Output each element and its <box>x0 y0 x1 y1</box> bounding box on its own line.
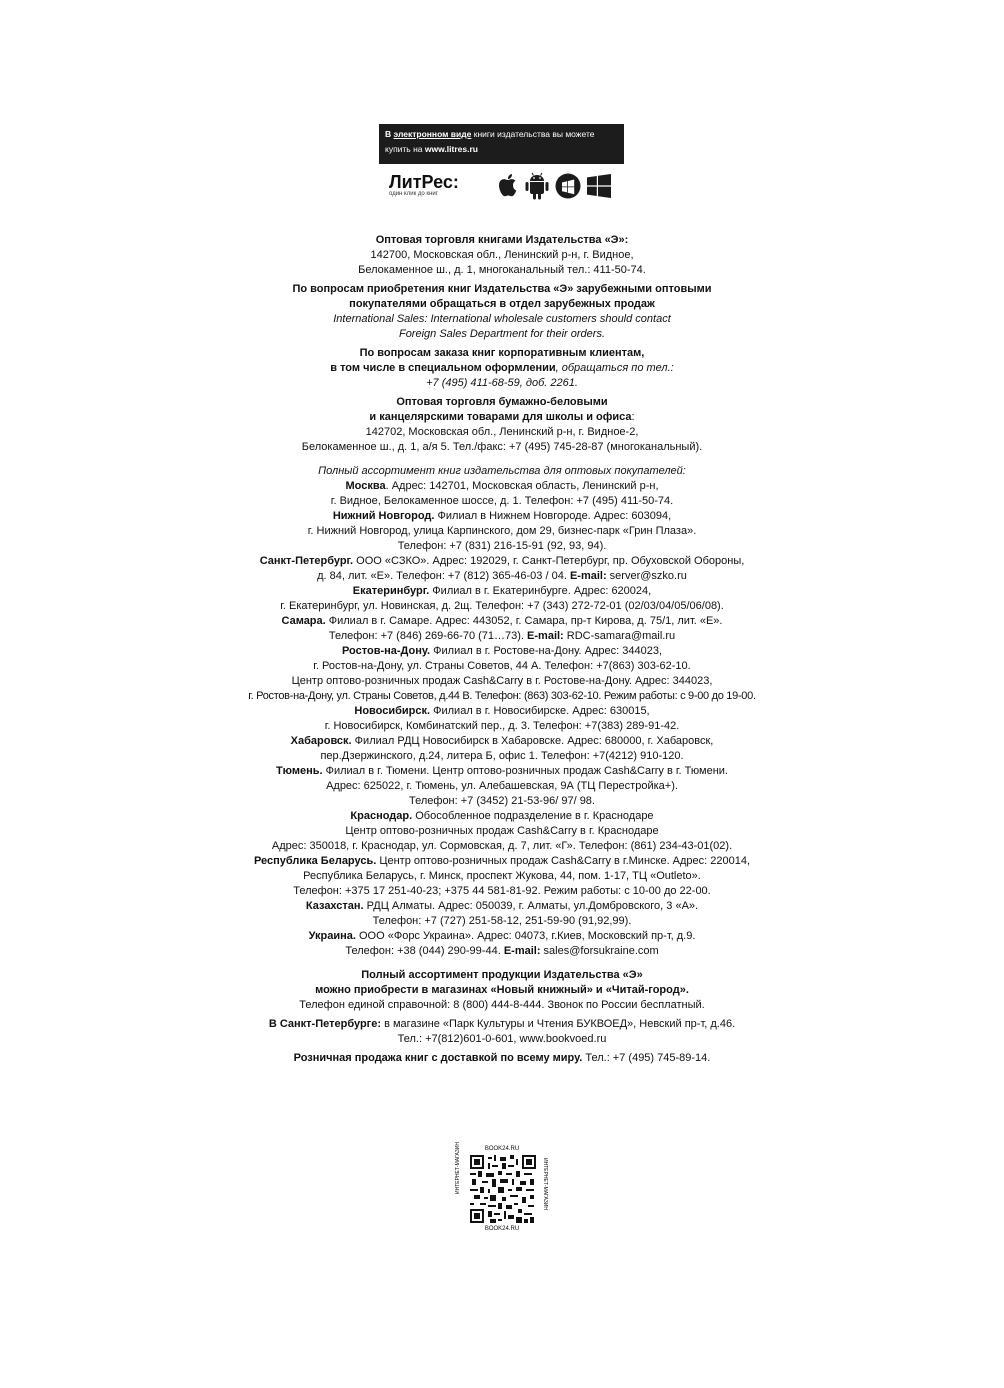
samara-email[interactable]: RDC-samara@mail.ru <box>563 630 676 642</box>
qr-bottom-label: BOOK24.RU <box>484 1226 520 1232</box>
stationery-title-1: Оптовая торговля бумажно-беловыми <box>396 396 608 408</box>
qr-left-label: ИНТЕРНЕТ-МАГАЗИН <box>455 1142 461 1194</box>
contacts-text <box>150 233 854 1066</box>
nn-line-1: Филиал в Нижнем Новгороде. Адрес: 603094, <box>434 510 672 522</box>
banner-prefix: В <box>385 129 394 139</box>
stationery-line-1: 142702, Московская обл., Ленинский р-н, г. Видное-2, <box>365 426 639 438</box>
assortment-intro: Полный ассортимент книг издательства для оптовых покупателей: <box>318 465 686 477</box>
ukraine-name: Украина. <box>308 930 356 942</box>
corporate-title-2-rest: , обращаться по тел.: <box>555 362 674 374</box>
belarus-line-2: Республика Беларусь, г. Минск, проспект Жукова, 44, пом. 1-17, ТЦ «Outleto». <box>303 870 701 882</box>
kazakhstan-line-1: РДЦ Алматы. Адрес: 050039, г. Алматы, ул.Домбровского, 3 «А». <box>363 900 699 912</box>
tyumen-name: Тюмень. <box>276 765 323 777</box>
tyumen-line-3: Телефон: +7 (3452) 21-53-96/ 97/ 98. <box>409 795 595 807</box>
delivery-rest: Тел.: +7 (495) 745-89-14. <box>582 1052 711 1064</box>
retail-title-1: Полный ассортимент продукции Издательства «Э» <box>361 969 643 981</box>
ukraine-email[interactable]: sales@forsukraine.com <box>540 945 659 957</box>
foreign-en-1: International Sales: International wholesale customers should contact <box>333 313 671 325</box>
rostov-name: Ростов-на-Дону. <box>341 645 431 657</box>
krasnodar-name: Краснодар. <box>350 810 413 822</box>
windows-phone-icon <box>555 173 581 199</box>
spb-name: Санкт-Петербург. <box>259 555 354 567</box>
samara-line-1: Филиал в г. Самаре. Адрес: 443052, г. Самара, пр-т Кирова, д. 75/1, лит. «Е». <box>325 615 723 627</box>
banner-site-link[interactable]: www.litres.ru <box>424 144 478 154</box>
moscow-line-1: . Адрес: 142701, Московская область, Ленинский р-н, <box>385 480 659 492</box>
corporate-title-1: По вопросам заказа книг корпоративным клиентам, <box>359 347 645 359</box>
nsk-line-1: Филиал в г. Новосибирске. Адрес: 630015, <box>430 705 650 717</box>
kazakhstan-name: Казахстан. <box>305 900 364 912</box>
nn-name: Нижний Новгород. <box>332 510 435 522</box>
krasnodar-line-3: Адрес: 350018, г. Краснодар, ул. Сормовская, д. 7, лит. «Г». Телефон: (861) 234-43-01(02). <box>271 840 733 852</box>
tyumen-line-2: Адрес: 625022, г. Тюмень, ул. Алебашевская, 9А (ТЦ Перестройка+). <box>326 780 678 792</box>
ekb-name: Екатеринбург. <box>352 585 430 597</box>
nsk-line-2: г. Новосибирск, Комбинатский пер., д. 3. Телефон: +7(383) 289-91-42. <box>324 720 680 732</box>
banner-line-2 <box>385 142 618 157</box>
rostov-line-4: г. Ростов-на-Дону, ул. Страны Советов, д.44 В. Телефон: (863) 303-62-10. Режим работы: с 9-00 до 19-00. <box>248 690 756 702</box>
spb-line-1: ООО «СЗКО». Адрес: 192029, г. Санкт-Петербург, пр. Обуховской Обороны, <box>353 555 745 567</box>
retail-line: Телефон единой справочной: 8 (800) 444-8-444. Звонок по России бесплатный. <box>299 999 705 1011</box>
nn-line-2: г. Нижний Новгород, улица Карпинского, дом 29, бизнес-парк «Грин Плаза». <box>307 525 697 537</box>
kazakhstan-line-2: Телефон: +7 (727) 251-58-12, 251-59-90 (91,92,99). <box>372 915 632 927</box>
windows-icon <box>587 174 611 198</box>
spb-store-rest: в магазине «Парк Культуры и Чтения БУКВОЕД», Невский пр-т, д.46. <box>381 1018 736 1030</box>
foreign-title-1: По вопросам приобретения книг Издательства «Э» зарубежными оптовыми <box>292 283 712 295</box>
spb-line-2: д. 84, лит. «Е». Телефон: +7 (812) 365-46-03 / 04. <box>317 570 570 582</box>
delivery-label: Розничная продажа книг с доставкой по всему миру. <box>293 1052 583 1064</box>
khabarovsk-line-1: Филиал РДЦ Новосибирск в Хабаровске. Адрес: 680000, г. Хабаровск, <box>351 735 714 747</box>
belarus-line-3: Телефон: +375 17 251-40-23; +375 44 581-81-92. Режим работы: с 10-00 до 22-00. <box>293 885 711 897</box>
krasnodar-line-1: Обособленное подразделение в г. Краснодаре <box>412 810 654 822</box>
foreign-en-2: Foreign Sales Department for their orders. <box>398 328 606 340</box>
wholesale-title: Оптовая торговля книгами Издательства «Э»: <box>375 234 629 246</box>
belarus-name: Республика Беларусь. <box>253 855 377 867</box>
qr-top-label: BOOK24.RU <box>484 1146 520 1152</box>
qr-block <box>452 1142 552 1238</box>
wholesale-line-2: Белокаменное ш., д. 1, многоканальный тел.: 411-50-74. <box>358 264 646 276</box>
rostov-line-3: Центр оптово-розничных продаж Cash&Carry в г. Ростове-на-Дону. Адрес: 344023, <box>291 675 713 687</box>
retail-title-2: можно приобрести в магазинах «Новый книжный» и «Читай-город». <box>315 984 689 996</box>
android-icon <box>525 172 549 200</box>
khabarovsk-line-2: пер.Дзержинского, д.24, литера Б, офис 1. Телефон: +7(4212) 910-120. <box>320 750 684 762</box>
stationery-title-2: и канцелярскими товарами для школы и офиса <box>369 411 632 423</box>
banner-text: книги издательства вы можете <box>471 129 595 139</box>
rostov-line-1: Филиал в г. Ростове-на-Дону. Адрес: 344023, <box>430 645 662 657</box>
litres-logo-text: ЛитРес: <box>389 172 459 192</box>
krasnodar-line-2: Центр оптово-розничных продаж Cash&Carry в г. Краснодаре <box>345 825 659 837</box>
apple-icon <box>497 173 519 199</box>
spb-email-label: E-mail: <box>569 570 607 582</box>
litres-banner <box>379 124 624 164</box>
foreign-title-2: покупателями обращаться в отдел зарубежных продаж <box>349 298 655 310</box>
litres-logo <box>389 172 459 197</box>
banner-buy-text: купить на <box>385 144 425 154</box>
tyumen-line-1: Филиал в г. Тюмени. Центр оптово-розничных продаж Cash&Carry в г. Тюмени. <box>322 765 728 777</box>
litres-tagline: один клик до книг <box>389 191 438 197</box>
stationery-line-2: Белокаменное ш., д. 1, а/я 5. Тел./факс: +7 (495) 745-28-87 (многоканальный). <box>301 441 703 453</box>
spb-store-label: В Санкт-Петербурге: <box>268 1018 382 1030</box>
corporate-phone: +7 (495) 411-68-59, доб. 2261. <box>426 377 578 389</box>
spb-email[interactable]: server@szko.ru <box>606 570 687 582</box>
ukraine-email-label: E-mail: <box>503 945 541 957</box>
banner-line-1 <box>385 127 618 142</box>
rostov-line-2: г. Ростов-на-Дону, ул. Страны Советов, 44 А. Телефон: +7(863) 303-62-10. <box>313 660 691 672</box>
samara-line-2: Телефон: +7 (846) 269-66-70 (71…73). <box>328 630 528 642</box>
khabarovsk-name: Хабаровск. <box>290 735 352 747</box>
wholesale-line-1: 142700, Московская обл., Ленинский р-н, г. Видное, <box>370 249 634 261</box>
qr-right-label: ИНТЕРНЕТ-МАГАЗИН <box>542 1158 548 1210</box>
moscow-block <box>150 479 854 494</box>
stationery-colon: : <box>631 411 635 423</box>
ekb-line-2: г. Екатеринбург, ул. Новинская, д. 2щ. Телефон: +7 (343) 272-72-01 (02/03/04/05/06/08). <box>280 600 724 612</box>
moscow-name: Москва <box>345 480 386 492</box>
banner-link[interactable]: электронном виде <box>393 129 472 139</box>
moscow-line-2: г. Видное, Белокаменное шоссе, д. 1. Телефон: +7 (495) 411-50-74. <box>330 495 674 507</box>
spb-store-line-2: Тел.: +7(812)601-0-601, www.bookvoed.ru <box>397 1033 607 1045</box>
ekb-line-1: Филиал в г. Екатеринбурге. Адрес: 620024, <box>429 585 652 597</box>
nn-line-3: Телефон: +7 (831) 216-15-91 (92, 93, 94). <box>397 540 607 552</box>
nsk-name: Новосибирск. <box>354 705 431 717</box>
corporate-title-2: в том числе в специальном оформлении <box>330 362 556 374</box>
samara-name: Самара. <box>281 615 326 627</box>
ukraine-line-2: Телефон: +38 (044) 290-99-44. <box>345 945 504 957</box>
belarus-line-1: Центр оптово-розничных продаж Cash&Carry в г.Минске. Адрес: 220014, <box>376 855 751 867</box>
platform-icons <box>497 172 611 200</box>
samara-email-label: E-mail: <box>527 630 564 642</box>
ukraine-line-1: ООО «Форс Украина». Адрес: 04073, г.Киев, Московский пр-т, д.9. <box>355 930 696 942</box>
qr-code-icon[interactable] <box>470 1155 536 1223</box>
